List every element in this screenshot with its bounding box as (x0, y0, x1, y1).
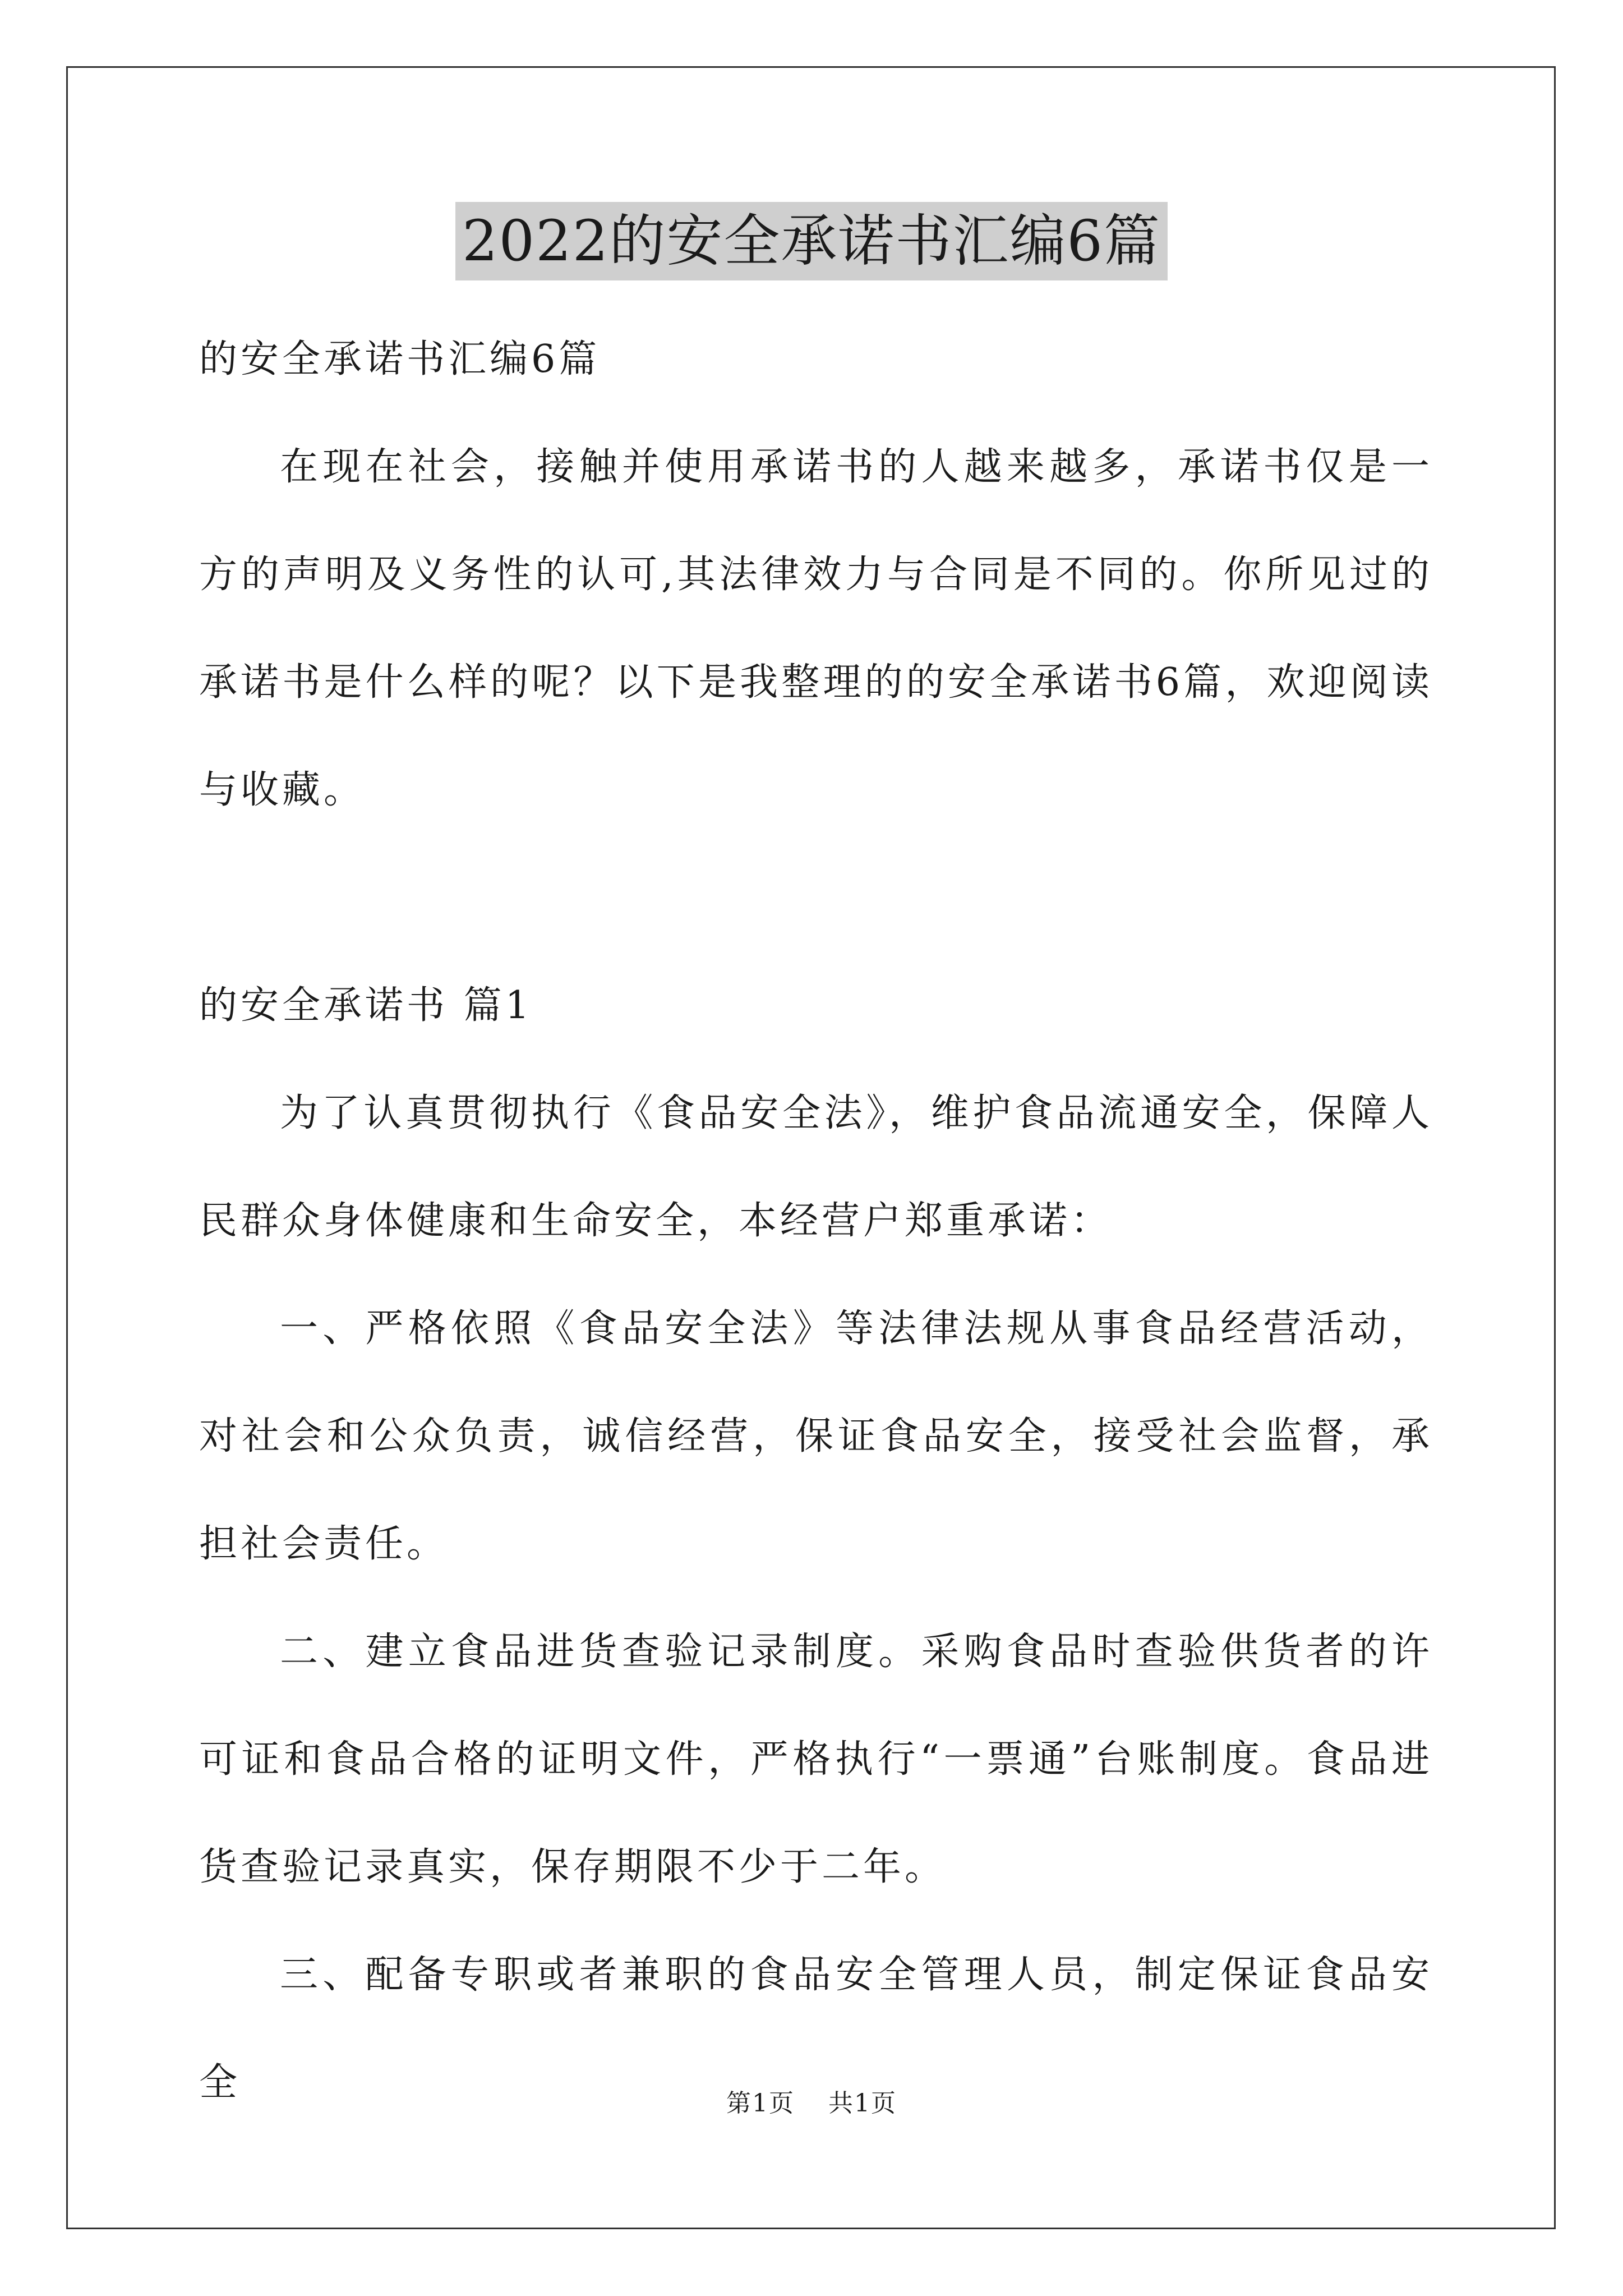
intro-paragraph: 在现在社会，接触并使用承诺书的人越来越多，承诺书仅是一方的声明及义务性的认可,其法律效力与合同是不同的。你所见过的承诺书是什么样的呢？以下是我整理的的安全承诺书6篇，欢迎阅读与收藏。 (199, 445, 1433, 812)
page-number-total: 共1页 (828, 2089, 897, 2118)
page-number-current: 第1页 (726, 2089, 795, 2118)
body-paragraph-4: 三、配备专职或者兼职的食品安全管理人员，制定保证食品安全 (199, 1953, 1433, 2105)
document-title: 2022的安全承诺书汇编6篇 (455, 202, 1168, 280)
body-paragraph-1: 为了认真贯彻执行《食品安全法》，维护食品流通安全，保障人民群众身体健康和生命安全，本经营户郑重承诺： (199, 1091, 1433, 1243)
page-footer (0, 2087, 1623, 2120)
section-heading: 的安全承诺书 篇1 (199, 983, 533, 1028)
document-subtitle: 的安全承诺书汇编6篇 (199, 337, 601, 381)
body-paragraph-3: 二、建立食品进货查验记录制度。采购食品时查验供货者的许可证和食品合格的证明文件，严格执行“一票通”台账制度。食品进货查验记录真实，保存期限不少于二年。 (199, 1630, 1433, 1889)
document-body (199, 306, 1433, 2137)
body-paragraph-2: 一、严格依照《食品安全法》等法律法规从事食品经营活动，对社会和公众负责，诚信经营，保证食品安全，接受社会监督，承担社会责任。 (199, 1306, 1433, 1566)
title-area (0, 202, 1623, 280)
